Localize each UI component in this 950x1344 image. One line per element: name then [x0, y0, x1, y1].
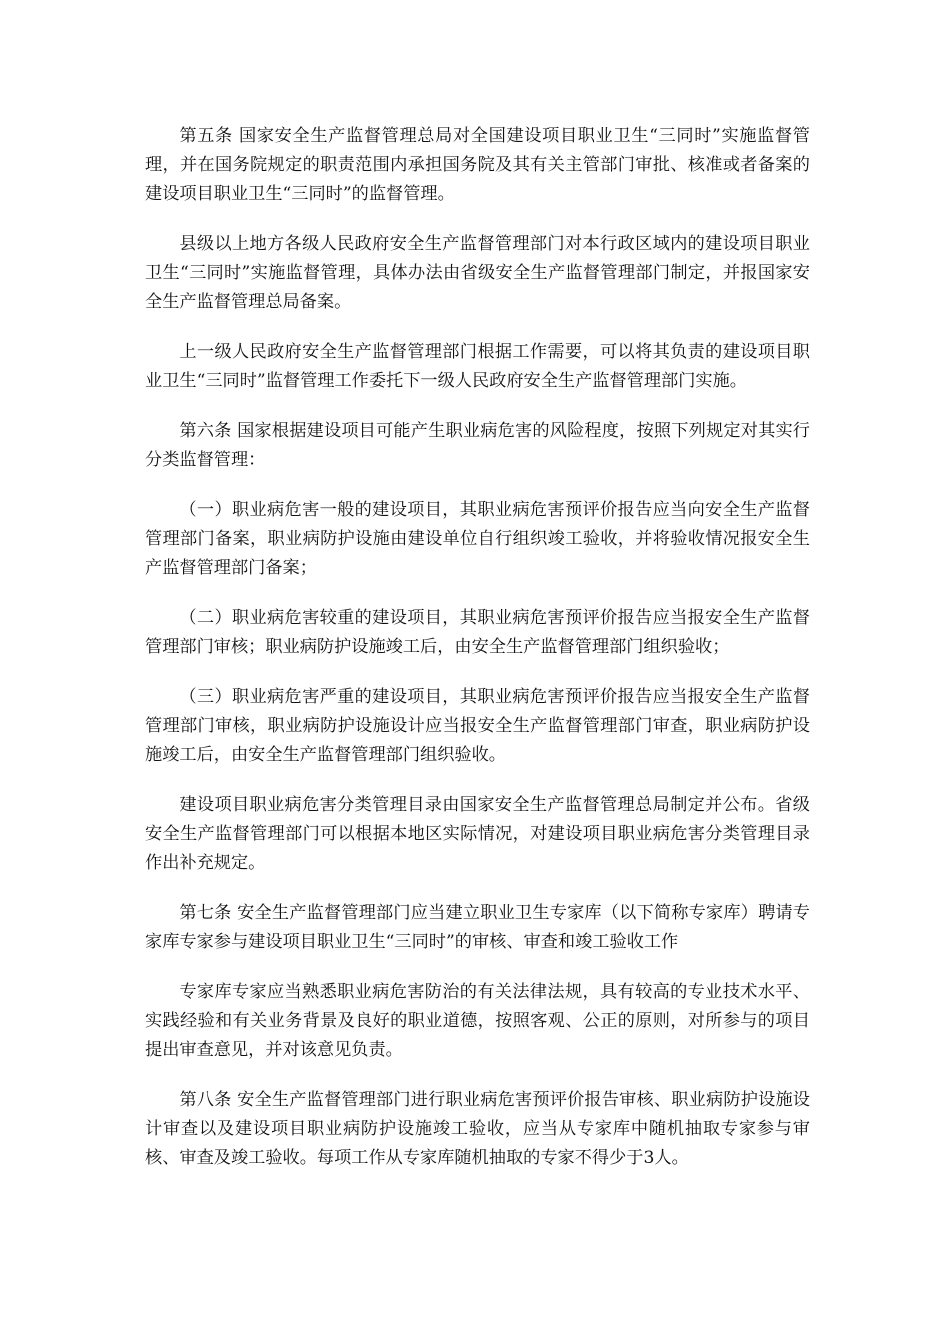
paragraph-article-6: 第六条 国家根据建设项目可能产生职业病危害的风险程度，按照下列规定对其实行分类监督管理： — [145, 421, 810, 470]
paragraph-article-8: 第八条 安全生产监督管理部门进行职业病危害预评价报告审核、职业病防护设施设计审查以及建设项目职业病防护设施竣工验收，应当从专家库中随机抽取专家参与审核、审查及竣工验收。每项工作从专家库随机抽取的专家不得少于3人。 — [145, 1090, 810, 1168]
paragraph-article-5: 第五条 国家安全生产监督管理总局对全国建设项目职业卫生“三同时”实施监督管理，并在国务院规定的职责范围内承担国务院及其有关主管部门审批、核准或者备案的建设项目职业卫生“三同时”的监督管理。 — [145, 126, 810, 204]
paragraph-item-3: （三）职业病危害严重的建设项目，其职业病危害预评价报告应当报安全生产监督管理部门审核，职业病防护设施设计应当报安全生产监督管理部门审查，职业病防护设施竣工后，由安全生产监督管理部门组织验收。 — [145, 687, 810, 765]
paragraph-catalog: 建设项目职业病危害分类管理目录由国家安全生产监督管理总局制定并公布。省级安全生产监督管理部门可以根据本地区实际情况，对建设项目职业病危害分类管理目录作出补充规定。 — [145, 795, 810, 873]
paragraph-item-1: （一）职业病危害一般的建设项目，其职业病危害预评价报告应当向安全生产监督管理部门备案，职业病防护设施由建设单位自行组织竣工验收，并将验收情况报安全生产监督管理部门备案； — [145, 500, 810, 578]
document-body — [145, 122, 810, 1194]
paragraph-expert-requirements: 专家库专家应当熟悉职业病危害防治的有关法律法规，具有较高的专业技术水平、实践经验和有关业务背景及良好的职业道德，按照客观、公正的原则，对所参与的项目提出审查意见，并对该意见负责。 — [145, 982, 810, 1060]
paragraph-article-7: 第七条 安全生产监督管理部门应当建立职业卫生专家库（以下简称专家库）聘请专家库专家参与建设项目职业卫生“三同时”的审核、审查和竣工验收工作 — [145, 903, 810, 952]
paragraph-delegation: 上一级人民政府安全生产监督管理部门根据工作需要，可以将其负责的建设项目职业卫生“三同时”监督管理工作委托下一级人民政府安全生产监督管理部门实施。 — [145, 342, 810, 391]
paragraph-item-2: （二）职业病危害较重的建设项目，其职业病危害预评价报告应当报安全生产监督管理部门审核；职业病防护设施竣工后，由安全生产监督管理部门组织验收； — [145, 608, 810, 657]
paragraph-county-supervision: 县级以上地方各级人民政府安全生产监督管理部门对本行政区域内的建设项目职业卫生“三同时”实施监督管理，具体办法由省级安全生产监督管理部门制定，并报国家安全生产监督管理总局备案。 — [145, 234, 810, 312]
